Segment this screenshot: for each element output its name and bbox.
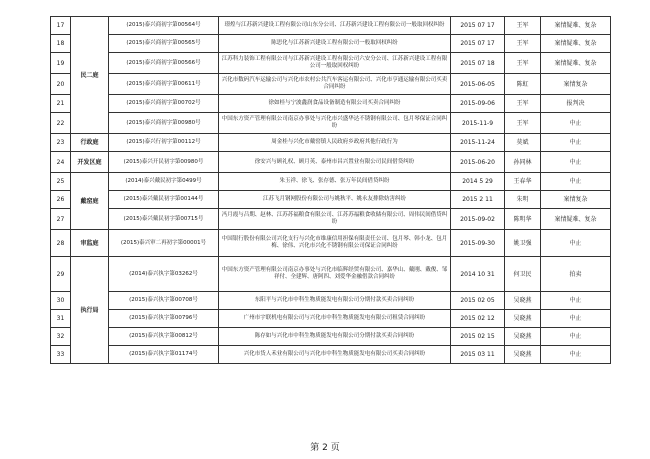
case-number: (2015)泰兴执字第00812号: [109, 328, 219, 346]
party-description: 兴化市货人禾业有限公司与兴化市中科生物质能发电有限公司买卖合同纠纷: [219, 346, 451, 364]
case-status: 中止: [541, 346, 611, 364]
case-number: (2015)泰兴商初字第00702号: [109, 95, 219, 113]
filing-date: 2015 02 12: [451, 310, 505, 328]
case-number: (2015)泰兴执字第01174号: [109, 346, 219, 364]
judge: 王军: [505, 113, 541, 134]
table-row: [51, 95, 611, 113]
party-description: 广州市宇联机电有限公司与兴化市中科生物质能发电有限公司租赁合同纠纷: [219, 310, 451, 328]
table-row: [51, 53, 611, 74]
party-description: 江苏科力装饰工程有限公司与江苏新兴建设工程有限公司六安分公司、江苏新兴建设工程有限公司一般取回权纠纷: [219, 53, 451, 74]
party-description: 冯月霞与吕期、赵林、江苏苏福粮食有限公司、江苏苏福粮食收储有限公司、周伟民间借贷纠纷: [219, 209, 451, 230]
filing-date: 2015 07 17: [451, 17, 505, 35]
row-number: 25: [51, 173, 71, 191]
dept-enforce: 执行局: [71, 257, 109, 364]
row-number: 32: [51, 328, 71, 346]
judge: 吴晓燕: [505, 310, 541, 328]
judge: 孙同林: [505, 152, 541, 173]
filing-date: 2015 02 05: [451, 292, 505, 310]
party-description: 璟煌与江苏新兴建设工程有限公司山东分公司、江苏新兴建设工程有限公司一般取回权纠纷: [219, 17, 451, 35]
table-row: [51, 230, 611, 257]
case-table-sheet: [50, 16, 610, 364]
page-number: 第 2 页: [310, 443, 340, 453]
row-number: 31: [51, 310, 71, 328]
case-table: [50, 16, 611, 364]
case-number: (2015)泰兴商初字第00566号: [109, 53, 219, 74]
judge: 吴晓燕: [505, 328, 541, 346]
filing-date: 2014 10 31: [451, 257, 505, 292]
case-status: 案情疑难、复杂: [541, 17, 611, 35]
case-status: 中止: [541, 113, 611, 134]
case-number: (2015)泰兴行初字第00112号: [109, 134, 219, 152]
dept-review: 审监庭: [71, 230, 109, 257]
case-number: (2015)泰兴商初字第00980号: [109, 113, 219, 134]
party-description: 陈思化与江苏新兴建设工程有限公司一般取回权纠纷: [219, 35, 451, 53]
case-number: (2015)泰兴开民初字第00980号: [109, 152, 219, 173]
dept-civil2: 民二庭: [71, 17, 109, 134]
table-row: [51, 173, 611, 191]
judge: 陈明华: [505, 209, 541, 230]
case-status: 案情疑难、复杂: [541, 53, 611, 74]
table-row: [51, 209, 611, 230]
case-status: 中止: [541, 230, 611, 257]
row-number: 26: [51, 191, 71, 209]
party-description: 周金桂与兴化市戴窑镇人民政府乡政府其他行政行为: [219, 134, 451, 152]
judge: 陈虹: [505, 74, 541, 95]
filing-date: 2015 03 11: [451, 346, 505, 364]
case-status: 报判决: [541, 95, 611, 113]
party-description: 兴化市数码汽车运输公司与兴化市农村公共汽车客运有限公司、兴化市亨通运输有限公司买卖合同纠纷: [219, 74, 451, 95]
party-description: 徐安兴与顾礼权、顾月英、泰州市昌兴置业有限公司民间借贷纠纷: [219, 152, 451, 173]
judge: 王军: [505, 95, 541, 113]
table-row: [51, 152, 611, 173]
judge: 何卫民: [505, 257, 541, 292]
row-number: 29: [51, 257, 71, 292]
case-status: 中止: [541, 134, 611, 152]
judge: 王军: [505, 17, 541, 35]
judge: 王军: [505, 53, 541, 74]
dept-admin: 行政庭: [71, 134, 109, 152]
table-row: [51, 257, 611, 292]
case-status: 中止: [541, 152, 611, 173]
case-number: (2015)泰兴戴民初字第00144号: [109, 191, 219, 209]
row-number: 17: [51, 17, 71, 35]
case-number: (2014)泰兴执字第03262号: [109, 257, 219, 292]
case-number: (2015)泰兴戴民初字第00715号: [109, 209, 219, 230]
filing-date: 2014 5 29: [451, 173, 505, 191]
filing-date: 2015-09-06: [451, 95, 505, 113]
case-status: 拍卖: [541, 257, 611, 292]
filing-date: 2015 07 18: [451, 53, 505, 74]
case-status: 中止: [541, 173, 611, 191]
case-number: (2015)泰兴执字第00708号: [109, 292, 219, 310]
filing-date: 2015 07 17: [451, 35, 505, 53]
party-description: 东阳平与兴化市中科生物质能发电有限公司分期付款买卖合同纠纷: [219, 292, 451, 310]
case-number: (2015)泰兴审二再初字第00001号: [109, 230, 219, 257]
filing-date: 2015-09-30: [451, 230, 505, 257]
table-row: [51, 292, 611, 310]
dept-dev: 开发区庭: [71, 152, 109, 173]
row-number: 20: [51, 74, 71, 95]
row-number: 33: [51, 346, 71, 364]
filing-date: 2015-11-9: [451, 113, 505, 134]
filing-date: 2015 2 11: [451, 191, 505, 209]
party-description: 徐如桂与宁波鑫润食品设备制造有限公司买卖合同纠纷: [219, 95, 451, 113]
filing-date: 2015-06-05: [451, 74, 505, 95]
table-row: [51, 191, 611, 209]
judge: 吴晓燕: [505, 292, 541, 310]
case-number: (2014)泰兴戴民初字第0499号: [109, 173, 219, 191]
row-number: 23: [51, 134, 71, 152]
judge: 王春华: [505, 173, 541, 191]
table-row: [51, 310, 611, 328]
row-number: 19: [51, 53, 71, 74]
judge: 王军: [505, 35, 541, 53]
table-row: [51, 35, 611, 53]
party-description: 中国东方资产管理有限公司南京办事处与兴化市临辉经贸有限公司、嘉华山、戴刚、戴俊、邹祥付、全建辉、唐阿四、刘爱华金融借款合同纠纷: [219, 257, 451, 292]
filing-date: 2015-11-24: [451, 134, 505, 152]
case-number: (2015)泰兴商初字第00564号: [109, 17, 219, 35]
case-status: 中止: [541, 328, 611, 346]
table-row: [51, 17, 611, 35]
case-status: 案情复杂: [541, 191, 611, 209]
table-row: [51, 74, 611, 95]
row-number: 18: [51, 35, 71, 53]
party-description: 中国银行股份有限公司兴化支行与兴化市维康信用担保有限责任公司、包月琴、韩小龙、包月梅、徐伟、兴化市兴化不锈钢有限公司保证合同纠纷: [219, 230, 451, 257]
filing-date: 2015-06-20: [451, 152, 505, 173]
table-row: [51, 346, 611, 364]
row-number: 21: [51, 95, 71, 113]
party-description: 中国东方资产管理有限公司南京办事处与兴化市兴盛华达不锈钢有限公司、包月琴保证合同纠纷: [219, 113, 451, 134]
case-number: (2015)泰兴执字第00796号: [109, 310, 219, 328]
case-status: 案情复杂: [541, 74, 611, 95]
case-status: 案情疑难、复杂: [541, 209, 611, 230]
case-status: 中止: [541, 310, 611, 328]
table-row: [51, 134, 611, 152]
filing-date: 2015 02 15: [451, 328, 505, 346]
dept-daiyao: 戴窑庭: [71, 173, 109, 230]
table-row: [51, 113, 611, 134]
case-number: (2015)泰兴商初字第00565号: [109, 35, 219, 53]
party-description: 朱玉祥、徐飞、张存德、张万年民间借贷纠纷: [219, 173, 451, 191]
case-status: 案情疑难、复杂: [541, 35, 611, 53]
party-description: 江苏飞月钢网股份有限公司与姚秋平、姚永友排除妨害纠纷: [219, 191, 451, 209]
filing-date: 2015-09-02: [451, 209, 505, 230]
row-number: 24: [51, 152, 71, 173]
table-row: [51, 328, 611, 346]
judge: 莫斌: [505, 134, 541, 152]
row-number: 22: [51, 113, 71, 134]
row-number: 27: [51, 209, 71, 230]
row-number: 30: [51, 292, 71, 310]
party-description: 陈存如与兴化市中科生物质能发电有限公司分期付款买卖合同纠纷: [219, 328, 451, 346]
judge: 朱明: [505, 191, 541, 209]
case-status: 中止: [541, 292, 611, 310]
case-number: (2015)泰兴商初字第00611号: [109, 74, 219, 95]
judge: 姚卫强: [505, 230, 541, 257]
row-number: 28: [51, 230, 71, 257]
judge: 吴晓燕: [505, 346, 541, 364]
